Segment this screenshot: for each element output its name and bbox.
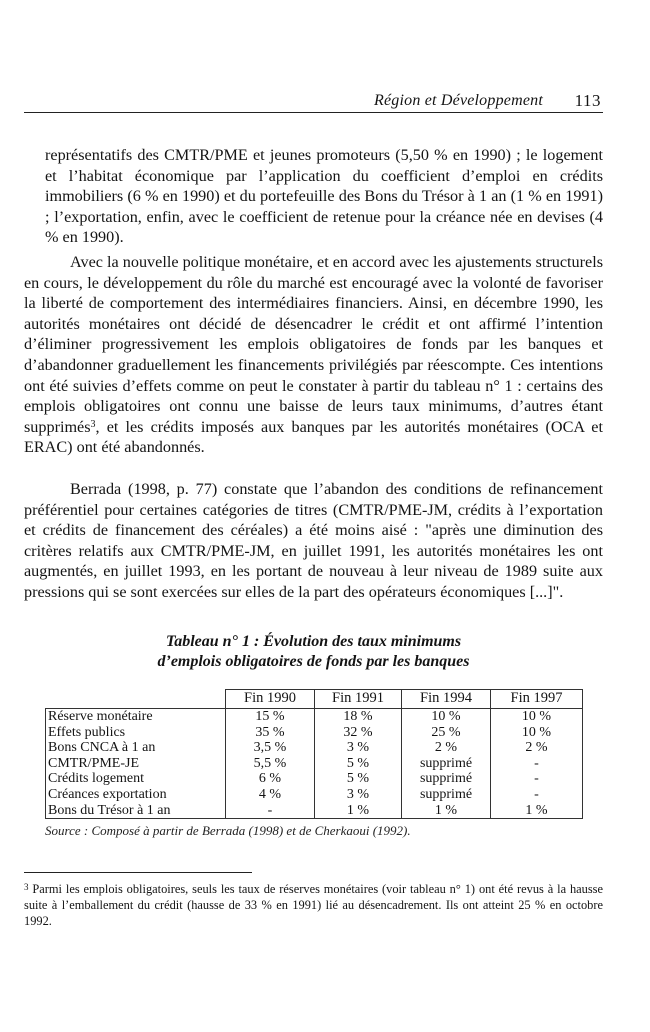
table-caption-line: d’emplois obligatoires de fonds par les banques (157, 653, 470, 670)
page-number: 113 (574, 91, 601, 110)
table-cell: 1 % (402, 803, 491, 819)
paragraph-text: Avec la nouvelle politique monétaire, et en accord avec les ajustements structurels en cours, le développement du rôle du marché est encouragé avec la volonté de favoriser la liberté de comportement des intermédiaires financiers. Ainsi, en décembre 1990, les autorités monétaires ont décidé de désencadrer le crédit et ont affirmé l’intention d’éliminer progressivement les emplois obligatoires de fonds par les banques et d’abandonner graduellement les financements privilégiés par réescompte. Ces intentions ont été suivies d’effets comme on peut le constater à partir du tableau n° 1 : certains des emplois obligatoires ont connu une baisse de leurs taux minimums, d’autres étant supprimés (24, 253, 603, 436)
paragraph-text: , et les crédits imposés aux banques par les autorités monétaires (OCA et ERAC) ont été abandonnés. (24, 417, 603, 457)
row-label: CMTR/PME-JE (46, 756, 226, 772)
footnote-text: Parmi les emplois obligatoires, seuls les taux de réserves monétaires (voir tableau n° 1) ont été revus à la hausse suite à l’emballement du crédit (hausse de 33 % en 1991) lié au désencadrement. Ils ont atteint 25 % en octobre 1992. (24, 882, 603, 928)
row-label: Crédits logement (46, 771, 226, 787)
paragraph-monetary-policy (24, 252, 603, 458)
table-cell: 15 % (226, 709, 315, 725)
table-header-row (46, 690, 583, 709)
table-cell: 25 % (402, 725, 491, 741)
table-cell: 6 % (226, 771, 315, 787)
table-cell: 5 % (315, 771, 402, 787)
row-label: Créances exportation (46, 787, 226, 803)
table-row (46, 803, 583, 819)
table-header-blank (46, 690, 226, 709)
journal-title: Région et Développement (374, 92, 543, 109)
footnote (24, 881, 603, 929)
column-header: Fin 1991 (315, 690, 402, 709)
table-cell: 3 % (315, 740, 402, 756)
table-cell: 5 % (315, 756, 402, 772)
table-row (46, 725, 583, 741)
table-cell: supprimé (402, 756, 491, 772)
table-source: Source : Composé à partir de Berrada (1998) et de Cherkaoui (1992). (45, 823, 411, 838)
table-caption-line: Tableau n° 1 : Évolution des taux minimums (165, 633, 462, 650)
table-caption (24, 632, 603, 672)
table-cell: 1 % (491, 803, 583, 819)
table-cell: 10 % (402, 709, 491, 725)
footnote-divider (24, 872, 252, 873)
table-cell: 32 % (315, 725, 402, 741)
row-label: Bons CNCA à 1 an (46, 740, 226, 756)
table-cell: 4 % (226, 787, 315, 803)
row-label: Bons du Trésor à 1 an (46, 803, 226, 819)
table-cell: 3,5 % (226, 740, 315, 756)
table-row (46, 771, 583, 787)
row-label: Effets publics (46, 725, 226, 741)
table-row (46, 740, 583, 756)
table-cell: supprimé (402, 787, 491, 803)
column-header: Fin 1994 (402, 690, 491, 709)
table-cell: - (491, 787, 583, 803)
table-cell: 5,5 % (226, 756, 315, 772)
table-cell: 1 % (315, 803, 402, 819)
table-cell: 35 % (226, 725, 315, 741)
table-cell: - (491, 771, 583, 787)
table-cell: 2 % (491, 740, 583, 756)
column-header: Fin 1990 (226, 690, 315, 709)
running-head (24, 90, 603, 113)
table-cell: - (491, 756, 583, 772)
data-table (45, 689, 583, 819)
table-cell: 10 % (491, 709, 583, 725)
paragraph-continuation: représentatifs des CMTR/PME et jeunes promoteurs (5,50 % en 1990) ; le logement et l’habitat économique par l’application du coefficient d’emploi en crédits immobiliers (6 % en 1990) et du portefeuille des Bons du Trésor à 1 an (1 % en 1991) ; l’exportation, enfin, avec le coefficient de retenue pour la créance née en devises (4 % en 1990). (45, 146, 603, 247)
footnote-mark: 3 (24, 882, 29, 892)
row-label: Réserve monétaire (46, 709, 226, 725)
table-cell: supprimé (402, 771, 491, 787)
column-header: Fin 1997 (491, 690, 583, 709)
table-cell: - (226, 803, 315, 819)
footnote-reference[interactable]: 3 (90, 418, 96, 430)
table-cell: 3 % (315, 787, 402, 803)
table-cell: 18 % (315, 709, 402, 725)
table-row (46, 787, 583, 803)
paragraph-berrada: Berrada (1998, p. 77) constate que l’abandon des conditions de refinancement préférentiel pour certaines catégories de titres (CMTR/PME-JM, crédits à l’exportation et crédits de financement des céréales) a été moins aisé : "après une diminution des critères relatifs aux CMTR/PME-JM, en juillet 1991, les autorités monétaires les ont augmentés, en juillet 1993, en les portant de nouveau à leur niveau de 1989 suite aux pressions qui se sont exercées sur elles de la part des opérateurs économiques [...]". (24, 480, 603, 601)
table-row (46, 756, 583, 772)
table-cell: 10 % (491, 725, 583, 741)
table-cell: 2 % (402, 740, 491, 756)
table-row (46, 709, 583, 725)
